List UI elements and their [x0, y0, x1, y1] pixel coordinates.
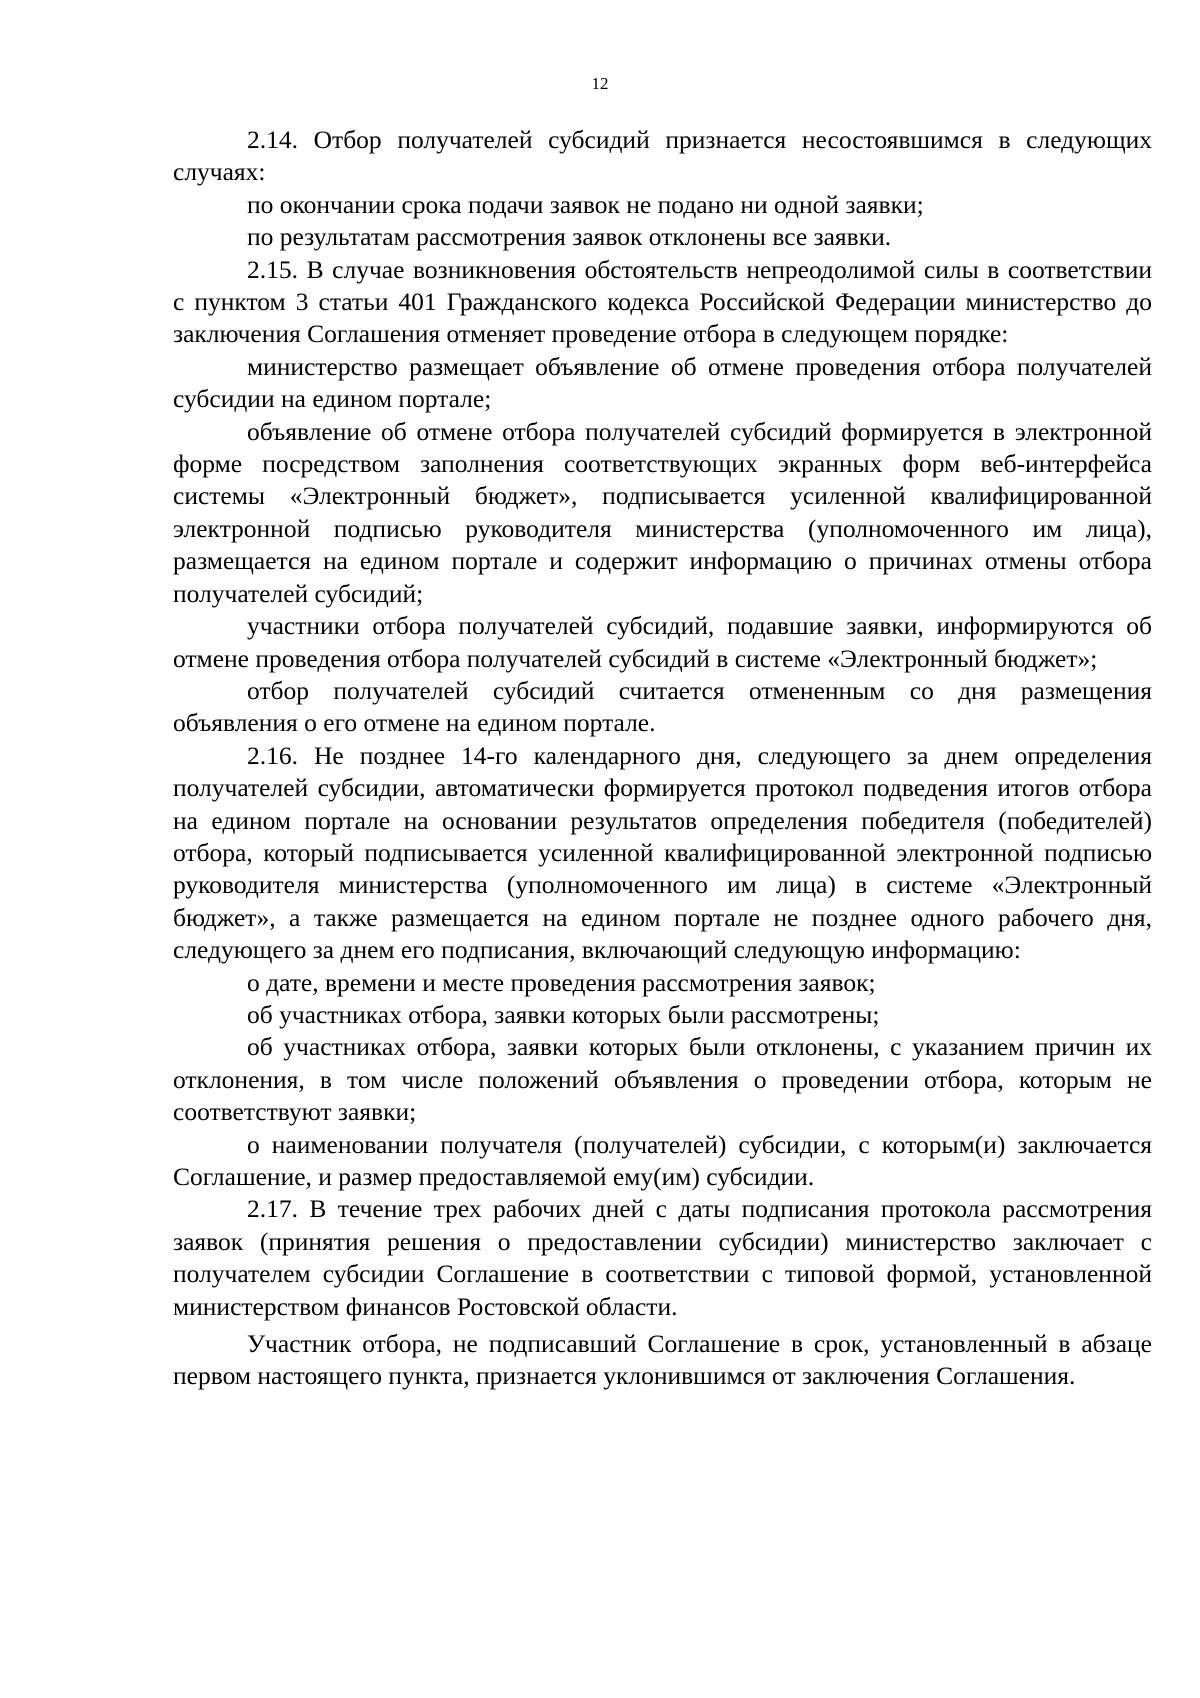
list-item: по окончании срока подачи заявок не подано ни одной заявки; — [247, 189, 924, 219]
list-item: о дате, времени и месте проведения рассмотрения заявок; — [247, 967, 876, 997]
list-item: об участниках отбора, заявки которых были отклонены, с указанием причин их отклонения, в том числе положений объявления о проведении отбора, которым не соответствуют заявки; — [173, 1032, 1152, 1127]
paragraph-2-16: 2.16. Не позднее 14-го календарного дня, следующего за днем определения получателей субсидии, автоматически формируется протокол подведения итогов отбора на едином портале на основании результатов определения победителя (победителей) отбора, который подписывается усиленной квалифицированной электронной подписью руководителя министерства (уполномоченного им лица) в системе «Электронный бюджет», а также размещается на едином портале не позднее одного рабочего дня, следующего за днем его подписания, включающий следующую информацию: — [173, 740, 1152, 965]
paragraph-participant-evasion: Участник отбора, не подписавший Соглашение в срок, установленный в абзаце первом настоящего пункта, признается уклонившимся от заключения Соглашения. — [173, 1329, 1152, 1391]
paragraph-2-15: 2.15. В случае возникновения обстоятельств непреодолимой силы в соответствии с пунктом 3 статьи 401 Гражданского кодекса Российской Федерации министерство до заключения Соглашения отменяет проведение отбора в следующем порядке: — [173, 254, 1152, 349]
list-item: по результатам рассмотрения заявок отклонены все заявки. — [247, 222, 892, 252]
page-number: 12 — [591, 74, 609, 93]
list-item: участники отбора получателей субсидий, подавшие заявки, информируются об отмене проведения отбора получателей субсидий в системе «Электронный бюджет»; — [173, 611, 1152, 673]
paragraph-2-14: 2.14. Отбор получателей субсидий признается несостоявшимся в следующих случаях: — [173, 125, 1152, 187]
list-item: отбор получателей субсидий считается отмененным со дня размещения объявления о его отмене на едином портале. — [173, 675, 1152, 738]
document-body — [173, 124, 1152, 1393]
list-item: об участниках отбора, заявки которых были рассмотрены; — [247, 999, 880, 1029]
list-item: объявление об отмене отбора получателей субсидий формируется в электронной форме посредством заполнения соответствующих экранных форм веб-интерфейса системы «Электронный бюджет», подписывается усиленной квалифицированной электронной подписью руководителя министерства (уполномоченного им лица), размещается на едином портале и содержит информацию о причинах отмены отбора получателей субсидий; — [173, 416, 1152, 608]
list-item: министерство размещает объявление об отмене проведения отбора получателей субсидии на едином портале; — [173, 351, 1152, 414]
paragraph-2-17: 2.17. В течение трех рабочих дней с даты подписания протокола рассмотрения заявок (принятия решения о предоставлении субсидии) министерство заключает с получателем субсидии Соглашение в соответствии с типовой формой, установленной министерством финансов Ростовской области. — [173, 1194, 1152, 1321]
list-item: о наименовании получателя (получателей) субсидии, с которым(и) заключается Соглашение, и размер предоставляемой ему(им) субсидии. — [173, 1129, 1152, 1191]
